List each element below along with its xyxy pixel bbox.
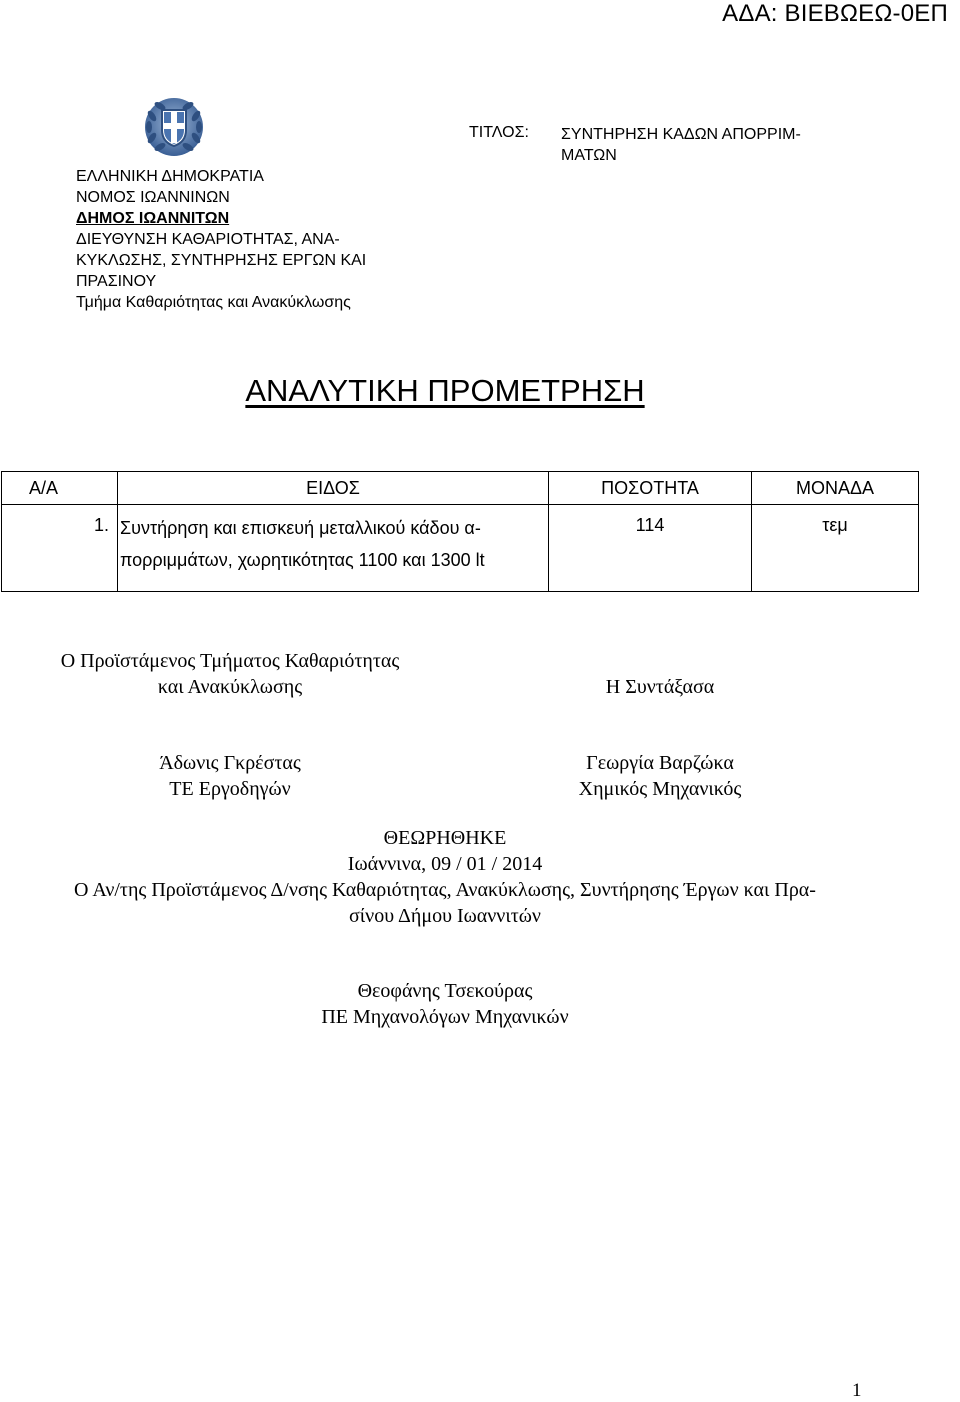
left-role-line-1: Ο Προϊστάμενος Τμήματος Καθαριότητας [60, 650, 400, 672]
right-signatory-name [450, 750, 870, 802]
approval-place-date: Ιωάννινα, 09 / 01 / 2014 [347, 853, 543, 875]
right-signatory-role: Η Συντάξασα [605, 676, 715, 698]
column-header-aa: Α/Α [2, 472, 118, 505]
title-value-line-1: ΣΥΝΤΗΡΗΣΗ ΚΑΔΩΝ ΑΠΟΡΡΙΜ- [561, 126, 801, 143]
org-line-country: ΕΛΛΗΝΙΚΗ ΔΗΜΟΚΡΑΤΙΑ [76, 168, 264, 185]
column-header-unit: ΜΟΝΑΔΑ [752, 472, 919, 505]
row-quantity: 114 [549, 505, 752, 592]
approval-block [0, 825, 890, 929]
approval-role-line-1: Ο Αν/της Προϊστάμενος Δ/νσης Καθαριότητας, Ανακύκλωσης, Συντήρησης Έργων και Πρα- [74, 879, 816, 901]
page-number: 1 [852, 1380, 862, 1401]
left-title-line: ΤΕ Εργοδηγών [169, 778, 291, 800]
organization-block [76, 166, 436, 313]
title-value-line-2: ΜΑΤΩΝ [561, 147, 617, 164]
approval-role-line-2: σίνου Δήμου Ιωαννιτών [349, 905, 541, 927]
row-description-line-1: Συντήρηση και επισκευή μεταλλικού κάδου α- [120, 518, 481, 538]
right-title-line: Χημικός Μηχανικός [578, 778, 742, 800]
org-line-directorate-3: ΠΡΑΣΙΝΟΥ [76, 273, 157, 290]
final-signatory [0, 978, 890, 1030]
org-line-prefecture: ΝΟΜΟΣ ΙΩΑΝΝΙΝΩΝ [76, 189, 230, 206]
org-line-municipality: ΔΗΜΟΣ ΙΩΑΝΝΙΤΩΝ [76, 210, 230, 227]
approval-heading: ΘΕΩΡΗΘΗΚΕ [383, 827, 507, 849]
document-heading: ΑΝΑΛΥΤΙΚΗ ΠΡΟΜΕΤΡΗΣΗ [245, 373, 645, 408]
org-line-department: Τμήμα Καθαριότητας και Ανακύκλωσης [76, 294, 351, 311]
row-description [118, 505, 549, 592]
row-description-line-2: πορριμμάτων, χωρητικότητας 1100 και 1300 lt [120, 550, 485, 570]
column-header-item: ΕΙΔΟΣ [118, 472, 549, 505]
left-signatory-role [20, 648, 440, 700]
title-label: ΤΙΤΛΟΣ: [469, 124, 529, 141]
table-row [2, 505, 919, 592]
org-line-directorate-2: ΚΥΚΛΩΣΗΣ, ΣΥΝΤΗΡΗΣΗΣ ΕΡΓΩΝ ΚΑΙ [76, 252, 367, 269]
org-line-directorate-1: ΔΙΕΥΘΥΝΣΗ ΚΑΘΑΡΙΟΤΗΤΑΣ, ΑΝΑ- [76, 231, 340, 248]
title-value [561, 124, 881, 166]
row-unit: τεμ [752, 505, 919, 592]
items-table [1, 471, 919, 592]
left-name-line: Άδωνις Γκρέστας [159, 752, 301, 774]
table-header-row [2, 472, 919, 505]
right-name-line: Γεωργία Βαρζώκα [586, 752, 734, 774]
left-signatory-name [20, 750, 440, 802]
final-signatory-name: Θεοφάνης Τσεκούρας [357, 980, 533, 1002]
ada-code: ΑΔΑ: ΒΙΕΒΩΕΩ-0ΕΠ [722, 0, 948, 27]
greek-state-emblem-icon [143, 96, 205, 158]
row-number: 1. [2, 505, 118, 592]
left-role-line-2: και Ανακύκλωσης [157, 676, 303, 698]
column-header-quantity: ΠΟΣΟΤΗΤΑ [549, 472, 752, 505]
final-signatory-title: ΠΕ Μηχανολόγων Μηχανικών [321, 1006, 569, 1028]
